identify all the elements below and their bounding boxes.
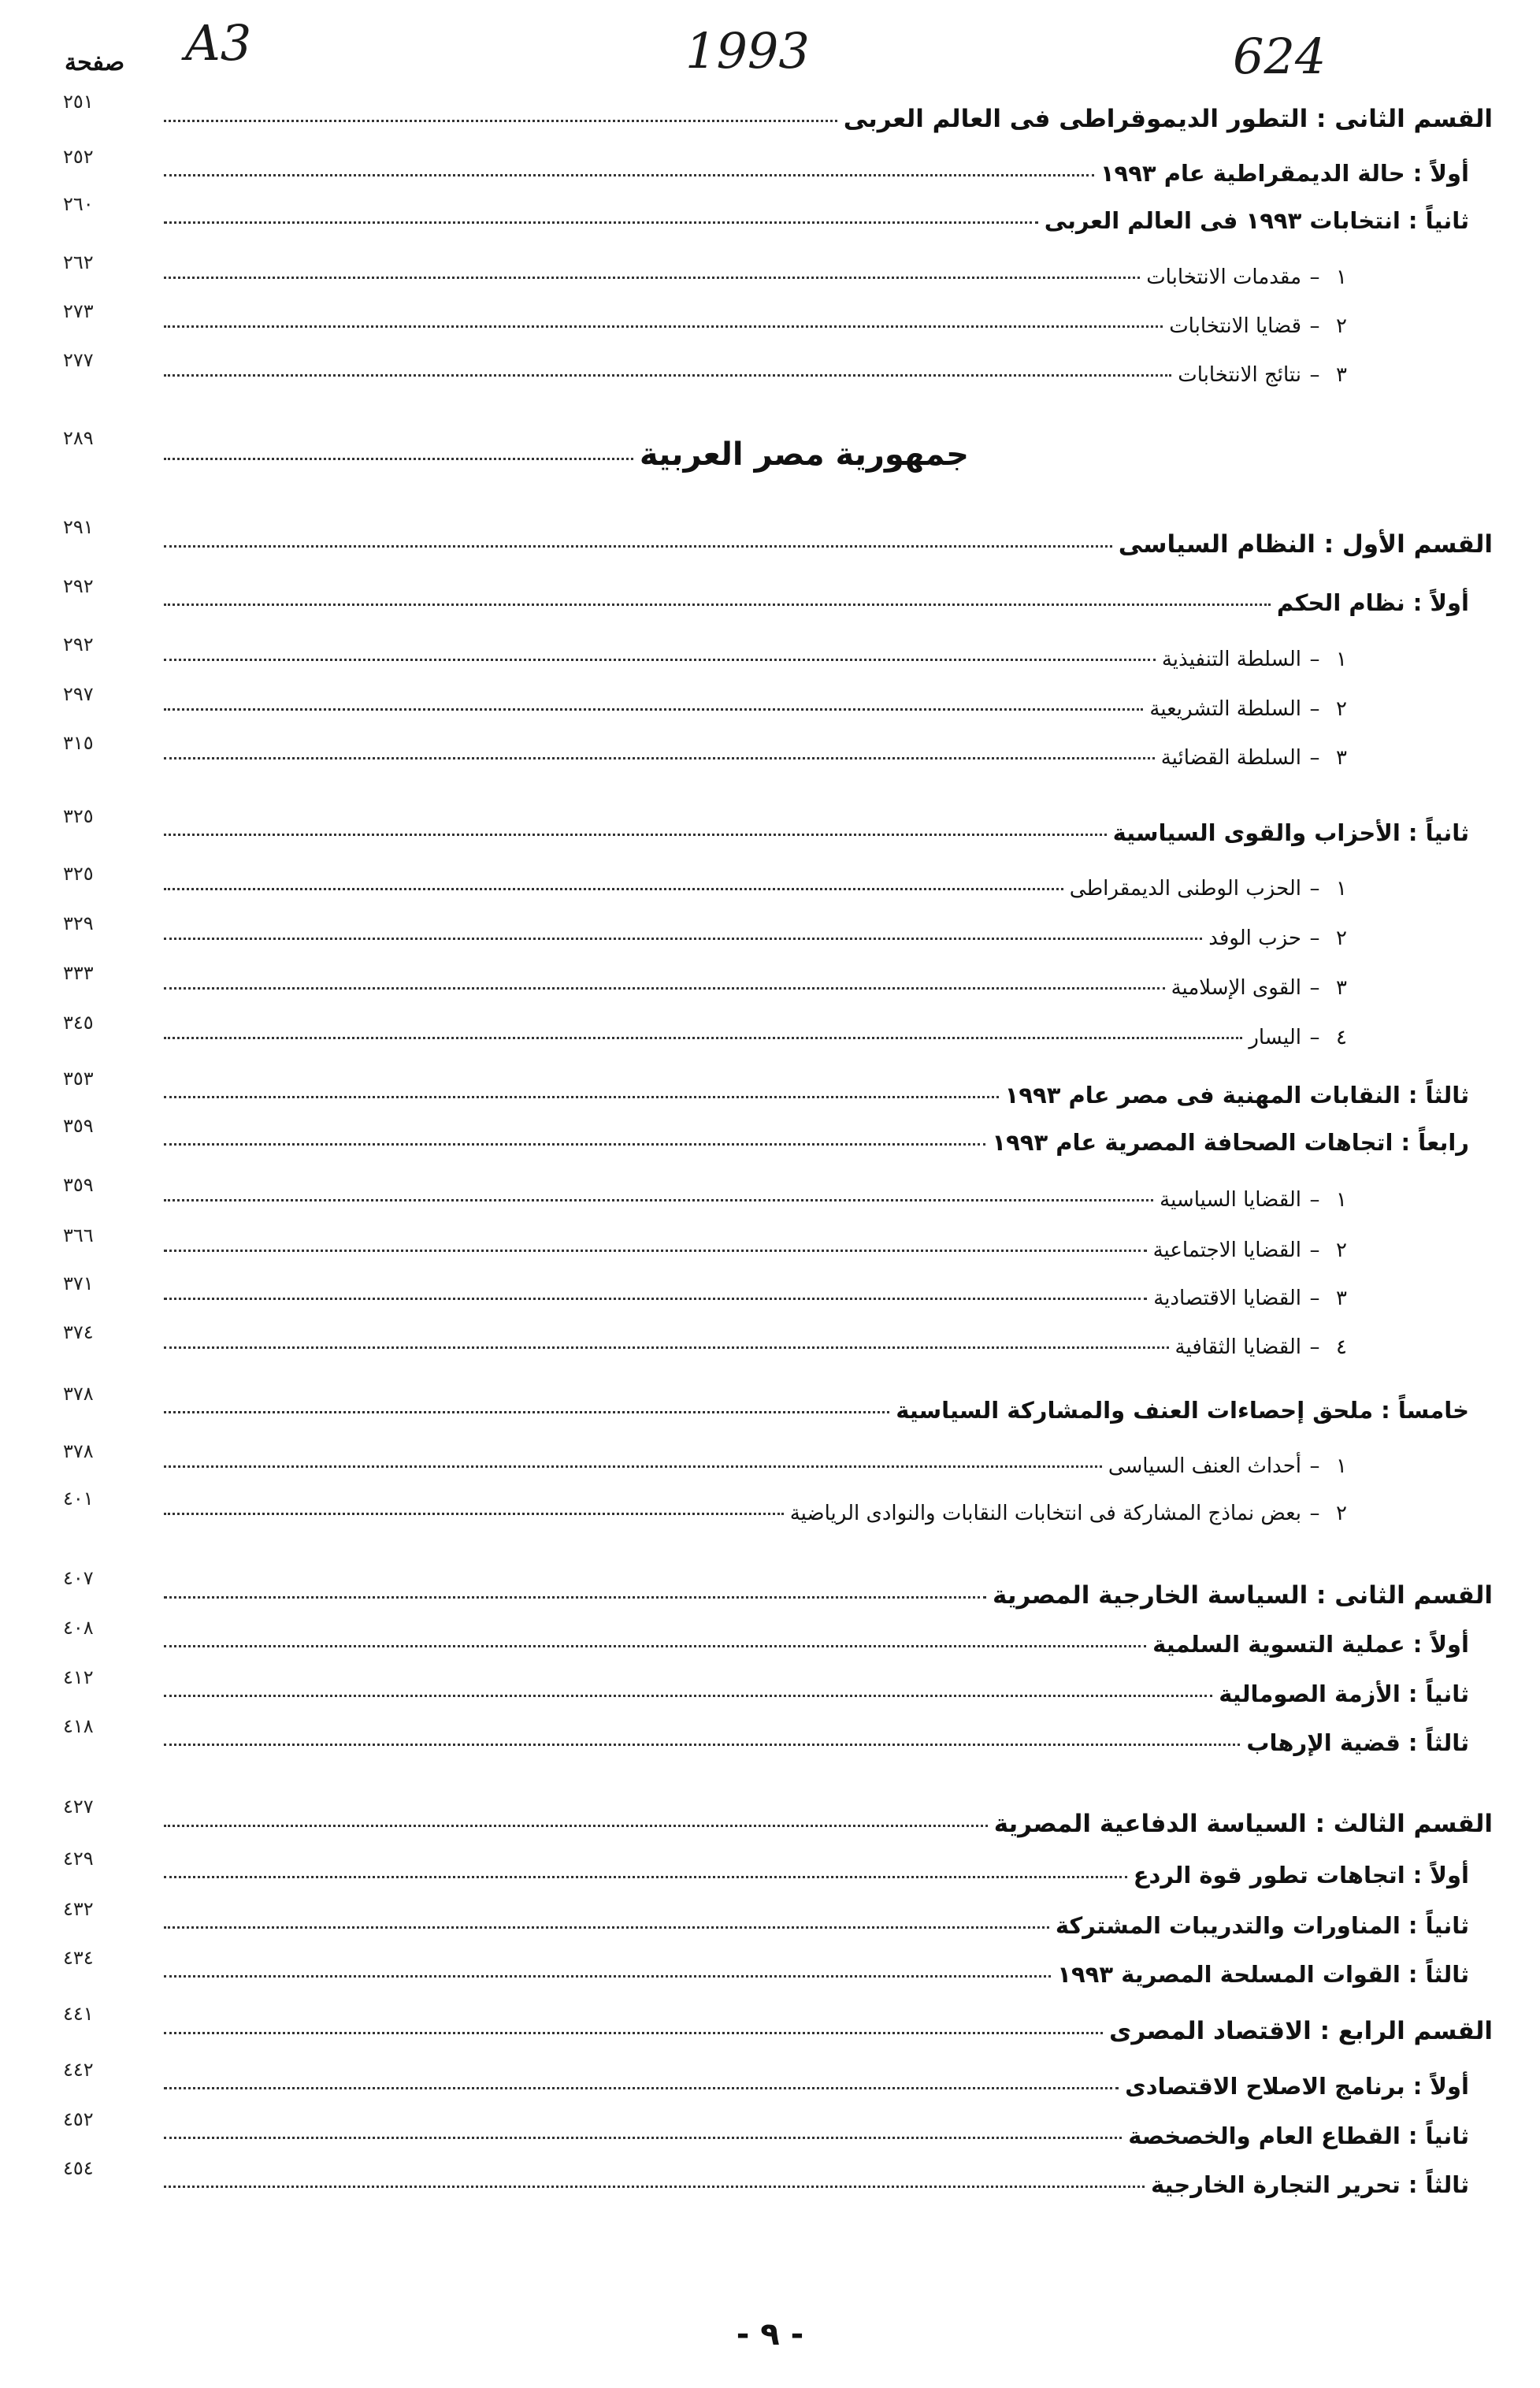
toc-item-number: ٤ — [1336, 1026, 1347, 1049]
toc-page-number: ٢٩٢ — [63, 633, 94, 655]
toc-entry-title: أولاً : حالة الديمقراطية عام ١٩٩٣ — [1100, 160, 1469, 187]
toc-item-dash: – — [1309, 1335, 1320, 1359]
toc-entry-text-line — [158, 1729, 1469, 1756]
toc-page-number: ٣٣٣ — [63, 962, 94, 984]
toc-entry — [0, 2157, 1540, 2204]
toc-entry — [0, 300, 1540, 347]
toc-entry-title: حزب الوفد — [1208, 927, 1301, 950]
toc-entry — [0, 1012, 1540, 1059]
page-column-label: صفحة — [65, 49, 125, 76]
toc-entry-title: ثانياً : الأزمة الصومالية — [1219, 1681, 1469, 1707]
handwritten-annotation-right: 624 — [1233, 28, 1327, 85]
toc-entry-title: أولاً : برنامج الاصلاح الاقتصادى — [1125, 2073, 1469, 2100]
toc-entry-text-line — [158, 1287, 1355, 1310]
toc-entry — [0, 863, 1540, 910]
toc-entry-text-line — [158, 746, 1355, 770]
toc-page-number: ٣٧٤ — [63, 1321, 94, 1343]
toc-leader-dots — [164, 1876, 1127, 1878]
toc-page-number: ٢٧٣ — [63, 300, 94, 322]
toc-page-number: ٤٥٤ — [63, 2157, 94, 2179]
toc-item-dash: – — [1309, 1026, 1320, 1049]
toc-entry-text-line — [158, 1335, 1355, 1359]
toc-entry-text-line — [158, 1810, 1493, 1838]
toc-page-number: ٢٧٧ — [63, 349, 94, 371]
toc-entry-text-line — [158, 648, 1355, 671]
toc-entry-title: ثانياً : انتخابات ١٩٩٣ فى العالم العربى — [1044, 207, 1469, 234]
toc-entry — [0, 1715, 1540, 1762]
toc-entry-text-line — [158, 697, 1355, 721]
toc-item-dash: – — [1309, 648, 1320, 671]
toc-page-number: ٣٧٨ — [63, 1440, 94, 1462]
toc-leader-dots — [164, 659, 1156, 661]
toc-entry — [0, 2003, 1540, 2050]
toc-leader-dots — [164, 374, 1171, 377]
toc-entry — [0, 1567, 1540, 1614]
toc-entry — [0, 633, 1540, 681]
toc-page-number: ٣٤٥ — [63, 1012, 94, 1034]
toc-item-number: ٤ — [1336, 1335, 1347, 1359]
toc-entry — [0, 1848, 1540, 1895]
toc-entry — [0, 1487, 1540, 1535]
toc-leader-dots — [164, 1037, 1242, 1039]
toc-page-number: ٣٧٨ — [63, 1383, 94, 1405]
toc-entry — [0, 1321, 1540, 1369]
toc-entry — [0, 1174, 1540, 1221]
toc-entry-title: القضايا الاقتصادية — [1153, 1287, 1301, 1310]
toc-leader-dots — [164, 277, 1140, 279]
toc-entry-title: بعض نماذج المشاركة فى انتخابات النقابات والنوادى الرياضية — [789, 1502, 1301, 1525]
toc-leader-dots — [164, 1645, 1146, 1647]
toc-item-dash: – — [1309, 266, 1320, 289]
toc-leader-dots — [164, 325, 1163, 328]
toc-entry — [0, 805, 1540, 852]
toc-item-number: ١ — [1336, 648, 1347, 671]
toc-leader-dots — [164, 545, 1112, 548]
toc-item-dash: – — [1309, 976, 1320, 1000]
toc-entry-title: أحداث العنف السياسى — [1108, 1454, 1301, 1478]
toc-entry-title: السلطة القضائية — [1160, 746, 1301, 770]
toc-page-number: ٣٥٩ — [63, 1174, 94, 1196]
toc-page-number: ٣٢٩ — [63, 912, 94, 934]
toc-entry — [0, 1272, 1540, 1320]
toc-item-dash: – — [1309, 877, 1320, 901]
toc-leader-dots — [164, 458, 633, 460]
toc-entry-text-line — [158, 1912, 1469, 1939]
toc-entry — [0, 349, 1540, 396]
toc-leader-dots — [164, 1346, 1169, 1349]
toc-entry-title: جمهورية مصر العربية — [639, 436, 969, 473]
toc-entry-title: قضايا الانتخابات — [1169, 314, 1301, 338]
toc-page-number: ٤٤١ — [63, 2003, 94, 2025]
toc-page-number: ٤٠١ — [63, 1487, 94, 1510]
toc-item-dash: – — [1309, 363, 1320, 387]
toc-entry-title: ثالثاً : القوات المسلحة المصرية ١٩٩٣ — [1057, 1961, 1469, 1988]
toc-item-dash: – — [1309, 1502, 1320, 1525]
toc-item-number: ٢ — [1336, 697, 1347, 721]
toc-item-dash: – — [1309, 1239, 1320, 1262]
toc-leader-dots — [164, 1744, 1240, 1746]
toc-page-number: ٣٥٣ — [63, 1068, 94, 1090]
toc-entry-title: أولاً : اتجاهات تطور قوة الردع — [1133, 1862, 1469, 1888]
toc-leader-dots — [164, 2137, 1122, 2139]
toc-item-dash: – — [1309, 1188, 1320, 1212]
toc-page-number: ٢٦٠ — [63, 193, 94, 215]
toc-entry — [0, 1666, 1540, 1714]
toc-leader-dots — [164, 1596, 986, 1599]
toc-page-number: ٤٥٢ — [63, 2108, 94, 2130]
toc-entry-text-line — [158, 1129, 1469, 1156]
toc-entry-text-line — [158, 1454, 1355, 1478]
toc-entry-text-line — [158, 1188, 1355, 1212]
toc-entry-title: القسم الثالث : السياسة الدفاعية المصرية — [993, 1810, 1493, 1838]
toc-entry — [0, 1440, 1540, 1487]
toc-entry-text-line — [158, 1502, 1355, 1525]
toc-leader-dots — [164, 1298, 1147, 1300]
toc-entry-text-line — [158, 2171, 1469, 2198]
toc-entry-title: أولاً : عملية التسوية السلمية — [1152, 1631, 1469, 1658]
toc-entry-title: اليسار — [1249, 1026, 1301, 1049]
toc-leader-dots — [164, 708, 1143, 711]
toc-page-number: ٣٢٥ — [63, 863, 94, 885]
toc-item-dash: – — [1309, 927, 1320, 950]
toc-leader-dots — [164, 1411, 889, 1413]
toc-page-number: ٢٨٩ — [63, 427, 94, 449]
toc-page-number: ٤٢٩ — [63, 1848, 94, 1870]
toc-entry-title: ثالثاً : تحرير التجارة الخارجية — [1150, 2171, 1469, 2198]
toc-entry-text-line — [158, 927, 1355, 950]
toc-item-dash: – — [1309, 746, 1320, 770]
toc-page-number: ٤٣٢ — [63, 1898, 94, 1920]
toc-leader-dots — [164, 1096, 999, 1098]
toc-entry — [0, 575, 1540, 622]
toc-entry — [0, 427, 1540, 474]
page-number: - ٩ - — [736, 2316, 804, 2353]
toc-page-number: ٢٩٧ — [63, 683, 94, 705]
toc-page-number: ٢٥٢ — [63, 146, 94, 168]
toc-entry — [0, 1947, 1540, 1994]
toc-page-number: ٤١٨ — [63, 1715, 94, 1737]
toc-page-number: ٤٤٢ — [63, 2059, 94, 2081]
toc-page-number: ٤١٢ — [63, 1666, 94, 1688]
toc-entry-text-line — [158, 363, 1355, 387]
toc-item-number: ٣ — [1336, 1287, 1347, 1310]
toc-entry-title: ثالثاً : النقابات المهنية فى مصر عام ١٩٩٣ — [1004, 1082, 1469, 1109]
toc-entry — [0, 516, 1540, 563]
toc-item-number: ٢ — [1336, 1502, 1347, 1525]
toc-page-number: ٢٦٢ — [63, 251, 94, 273]
toc-entry-text-line — [158, 1681, 1469, 1707]
toc-entry-title: السلطة التشريعية — [1149, 697, 1301, 721]
toc-leader-dots — [164, 888, 1063, 890]
toc-item-number: ١ — [1336, 1188, 1347, 1212]
toc-entry — [0, 1068, 1540, 1115]
toc-leader-dots — [164, 2032, 1103, 2034]
toc-entry-text-line — [158, 1026, 1355, 1049]
toc-page-number: ٤٠٧ — [63, 1567, 94, 1589]
toc-entry-text-line — [158, 530, 1493, 559]
toc-entry — [0, 251, 1540, 299]
toc-entry — [0, 146, 1540, 193]
toc-entry-title: السلطة التنفيذية — [1161, 648, 1301, 671]
toc-page-number: ٣٥٩ — [63, 1115, 94, 1137]
toc-entry — [0, 1115, 1540, 1162]
toc-page-number: ٢٩١ — [63, 516, 94, 538]
toc-entry-title: ثانياً : المناورات والتدريبات المشتركة — [1055, 1912, 1469, 1939]
toc-entry-text-line — [158, 1239, 1355, 1262]
toc-entry-text-line — [158, 589, 1469, 616]
toc-entry-title: نتائج الانتخابات — [1178, 363, 1301, 387]
toc-entry-title: القسم الثانى : السياسة الخارجية المصرية — [993, 1581, 1493, 1610]
toc-entry — [0, 193, 1540, 240]
toc-leader-dots — [164, 1975, 1051, 1978]
toc-leader-dots — [164, 1695, 1212, 1697]
toc-entry-text-line — [158, 160, 1469, 187]
toc-leader-dots — [164, 2087, 1119, 2089]
toc-item-number: ١ — [1336, 877, 1347, 901]
toc-country-heading — [158, 436, 969, 473]
toc-leader-dots — [164, 1513, 784, 1515]
toc-entry-title: القضايا الثقافية — [1174, 1335, 1301, 1359]
toc-entry-title: ثالثاً : قضية الإرهاب — [1246, 1729, 1469, 1756]
toc-entry-text-line — [158, 1862, 1469, 1888]
toc-page-number: ٣٢٥ — [63, 805, 94, 827]
toc-entry-text-line — [158, 207, 1469, 234]
toc-item-number: ١ — [1336, 1454, 1347, 1478]
toc-entry-text-line — [158, 2122, 1469, 2149]
toc-entry — [0, 91, 1540, 138]
toc-entry-title: رابعاً : اتجاهات الصحافة المصرية عام ١٩٩٣ — [992, 1129, 1469, 1156]
toc-entry-text-line — [158, 105, 1493, 133]
toc-entry-title: القضايا الاجتماعية — [1152, 1239, 1301, 1262]
toc-item-dash: – — [1309, 1287, 1320, 1310]
toc-item-number: ٢ — [1336, 1239, 1347, 1262]
handwritten-annotation-year: 1993 — [685, 22, 810, 80]
toc-entry — [0, 1898, 1540, 1945]
toc-leader-dots — [164, 221, 1038, 224]
toc-entry-title: مقدمات الانتخابات — [1146, 266, 1301, 289]
toc-leader-dots — [164, 1250, 1147, 1252]
toc-item-number: ٣ — [1336, 746, 1347, 770]
toc-entry-title: القوى الإسلامية — [1171, 976, 1301, 1000]
toc-leader-dots — [164, 1465, 1102, 1468]
toc-entry-title: ثانياً : الأحزاب والقوى السياسية — [1112, 819, 1469, 846]
toc-entry-text-line — [158, 877, 1355, 901]
handwritten-annotation-left: A3 — [185, 14, 252, 72]
toc-item-dash: – — [1309, 314, 1320, 338]
toc-entry — [0, 2108, 1540, 2156]
toc-entry-text-line — [158, 976, 1355, 1000]
toc-leader-dots — [164, 834, 1107, 836]
toc-item-number: ١ — [1336, 266, 1347, 289]
toc-entry — [0, 962, 1540, 1009]
toc-page-number: ٣٦٦ — [63, 1224, 94, 1246]
toc-page-number: ٤٠٨ — [63, 1617, 94, 1639]
toc-entry-title: ثانياً : القطاع العام والخصخصة — [1128, 2122, 1469, 2149]
toc-entry-text-line — [158, 2073, 1469, 2100]
toc-leader-dots — [164, 1825, 988, 1827]
toc-item-number: ٣ — [1336, 976, 1347, 1000]
toc-leader-dots — [164, 1143, 985, 1146]
toc-entry-text-line — [158, 1631, 1469, 1658]
toc-page-number: ٤٢٧ — [63, 1796, 94, 1818]
toc-leader-dots — [164, 2186, 1145, 2188]
toc-page-number: ٣١٥ — [63, 732, 94, 754]
toc-item-dash: – — [1309, 1454, 1320, 1478]
toc-item-number: ٣ — [1336, 363, 1347, 387]
toc-entry-title: أولاً : نظام الحكم — [1276, 589, 1469, 616]
toc-entry-text-line — [158, 314, 1355, 338]
toc-entry-title: القسم الرابع : الاقتصاد المصرى — [1108, 2017, 1493, 2045]
toc-entry-title: القسم الثانى : التطور الديموقراطى فى العالم العربى — [843, 105, 1493, 133]
toc-item-number: ٢ — [1336, 314, 1347, 338]
toc-entry-text-line — [158, 1082, 1469, 1109]
toc-entry — [0, 912, 1540, 960]
toc-leader-dots — [164, 1926, 1049, 1929]
toc-entry — [0, 1383, 1540, 1430]
toc-leader-dots — [164, 938, 1202, 940]
toc-entry-title: خامساً : ملحق إحصاءات العنف والمشاركة السياسية — [896, 1397, 1469, 1424]
toc-entry — [0, 1224, 1540, 1272]
toc-entry-text-line — [158, 1397, 1469, 1424]
toc-leader-dots — [164, 120, 837, 122]
toc-leader-dots — [164, 1199, 1153, 1201]
toc-entry-text-line — [158, 266, 1355, 289]
toc-entry-text-line — [158, 2017, 1493, 2045]
toc-leader-dots — [164, 987, 1165, 990]
toc-entry — [0, 1617, 1540, 1664]
toc-entry-title: الحزب الوطنى الديمقراطى — [1069, 877, 1301, 901]
toc-page-number: ٣٧١ — [63, 1272, 94, 1294]
toc-page-number: ٢٥١ — [63, 91, 94, 113]
toc-entry — [0, 1796, 1540, 1843]
toc-leader-dots — [164, 757, 1155, 759]
toc-entry-text-line — [158, 819, 1469, 846]
toc-page-number: ٢٩٢ — [63, 575, 94, 597]
toc-page-number: ٤٣٤ — [63, 1947, 94, 1969]
toc-entry — [0, 683, 1540, 730]
toc-entry-title: القضايا السياسية — [1160, 1188, 1301, 1212]
toc-entry-text-line — [158, 1581, 1493, 1610]
toc-leader-dots — [164, 603, 1271, 606]
toc-item-dash: – — [1309, 697, 1320, 721]
toc-item-number: ٢ — [1336, 927, 1347, 950]
toc-entry-title: القسم الأول : النظام السياسى — [1118, 530, 1493, 559]
toc-entry — [0, 2059, 1540, 2106]
toc-entry-text-line — [158, 1961, 1469, 1988]
toc-entry — [0, 732, 1540, 779]
toc-leader-dots — [164, 174, 1094, 176]
